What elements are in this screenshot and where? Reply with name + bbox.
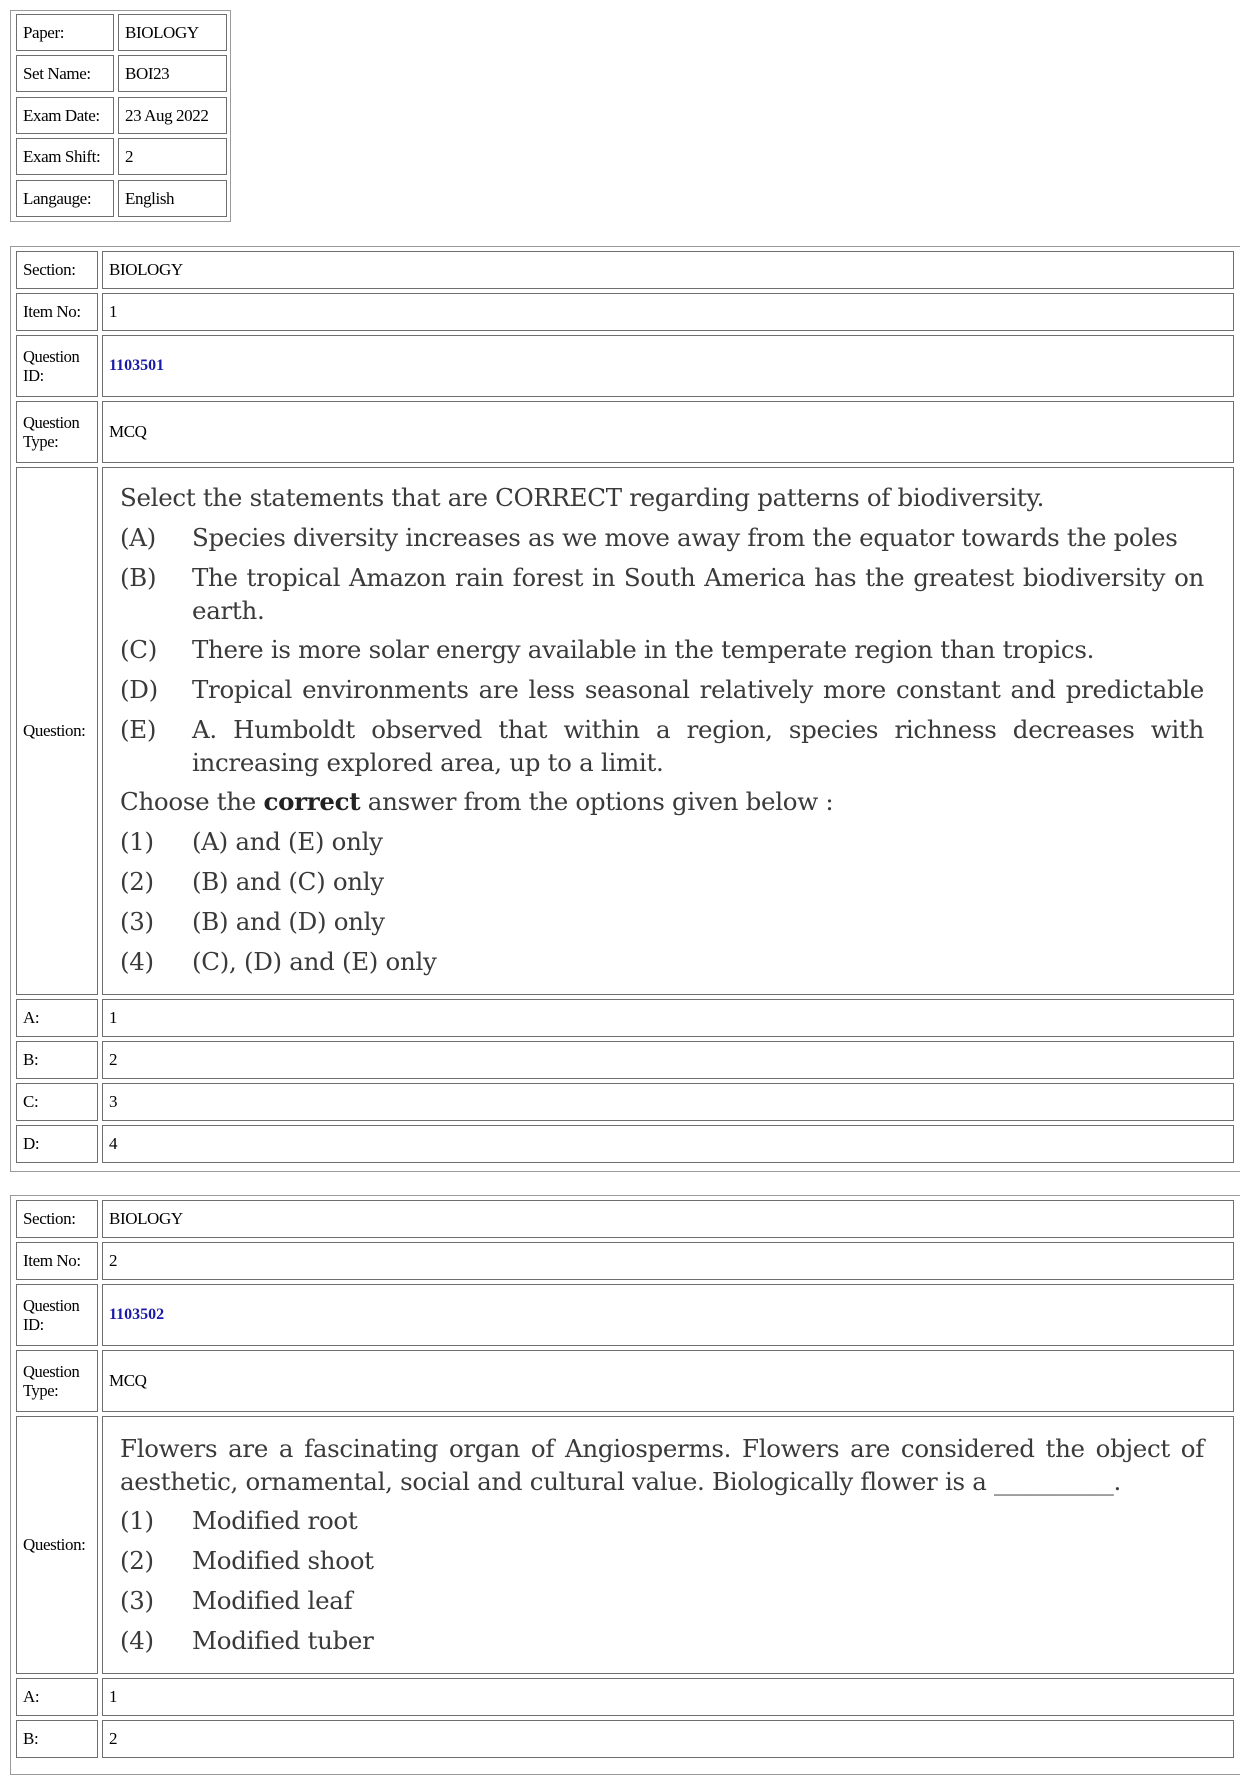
meta-label-language: Langauge: <box>16 180 114 217</box>
option-number: (1) <box>120 1506 154 1535</box>
item-no-label: Item No: <box>16 293 98 331</box>
statement-text-cont: increasing explored area, up to a limit. <box>192 748 664 777</box>
answer-label-b: B: <box>16 1720 98 1758</box>
option-text: Modified shoot <box>192 1546 374 1575</box>
answer-value-c: 3 <box>102 1083 1234 1121</box>
answer-label-b: B: <box>16 1041 98 1079</box>
section-label: Section: <box>16 1200 98 1238</box>
question-id-link[interactable]: 1103501 <box>109 357 165 374</box>
answer-label-a: A: <box>16 1678 98 1716</box>
answer-value-b: 2 <box>102 1720 1234 1758</box>
question-id-label <box>16 1284 98 1346</box>
statement-text: Species diversity increases as we move away from the equator towards the poles <box>192 523 1178 552</box>
answer-label-a: A: <box>16 999 98 1037</box>
option-text: Modified tuber <box>192 1626 374 1655</box>
question-stem-line: aesthetic, ornamental, social and cultural value. Biologically flower is a __________. <box>120 1467 1122 1496</box>
section-value: BIOLOGY <box>102 1200 1234 1238</box>
option-number: (1) <box>120 827 154 856</box>
question-id-value-cell <box>102 335 1234 397</box>
meta-label-exam-shift: Exam Shift: <box>16 138 114 175</box>
option-text: (A) and (E) only <box>192 827 383 856</box>
meta-table <box>10 10 231 222</box>
question-type-label <box>16 401 98 463</box>
item-no-value: 2 <box>102 1242 1234 1280</box>
question-id-label-line2: ID: <box>23 1315 44 1334</box>
question-id-link[interactable]: 1103502 <box>109 1306 165 1323</box>
answer-value-d: 4 <box>102 1125 1234 1163</box>
meta-value-language: English <box>118 180 227 217</box>
statement-tag: (D) <box>120 675 158 704</box>
statement-tag: (C) <box>120 635 157 664</box>
question-type-label-line1: Question <box>23 1362 80 1381</box>
question-body <box>120 1434 1232 1664</box>
question-type-value: MCQ <box>102 1350 1234 1412</box>
option-number: (2) <box>120 867 154 896</box>
question-id-label-line1: Question <box>23 1296 80 1315</box>
statement-text: The tropical Amazon rain forest in South America has the greatest biodiversity on <box>192 563 1204 592</box>
question-table-1 <box>10 246 1240 1172</box>
question-stem: Select the statements that are CORRECT regarding patterns of biodiversity. <box>120 483 1045 512</box>
question-label: Question: <box>16 467 98 995</box>
option-number: (4) <box>120 947 154 976</box>
option-text: (C), (D) and (E) only <box>192 947 437 976</box>
instruction-bold: correct <box>263 787 361 816</box>
question-type-label <box>16 1350 98 1412</box>
option-number: (2) <box>120 1546 154 1575</box>
meta-label-paper: Paper: <box>16 14 114 51</box>
statement-text: There is more solar energy available in the temperate region than tropics. <box>192 635 1095 664</box>
meta-value-exam-date: 23 Aug 2022 <box>118 97 227 134</box>
question-stem-line: Flowers are a fascinating organ of Angiosperms. Flowers are considered the object of <box>120 1434 1204 1463</box>
instruction-pre: Choose the <box>120 787 264 816</box>
answer-label-c: C: <box>16 1083 98 1121</box>
statement-text-cont: earth. <box>192 596 265 625</box>
meta-value-set-name: BOI23 <box>118 55 227 92</box>
item-no-label: Item No: <box>16 1242 98 1280</box>
option-text: (B) and (C) only <box>192 867 384 896</box>
meta-value-paper: BIOLOGY <box>118 14 227 51</box>
option-number: (3) <box>120 1586 154 1615</box>
question-type-label-line2: Type: <box>23 432 59 451</box>
statement-tag: (E) <box>120 715 157 744</box>
question-id-value-cell <box>102 1284 1234 1346</box>
section-value: BIOLOGY <box>102 251 1234 289</box>
option-text: (B) and (D) only <box>192 907 385 936</box>
question-table-2 <box>10 1195 1240 1775</box>
item-no-value: 1 <box>102 293 1234 331</box>
question-id-label <box>16 335 98 397</box>
option-text: Modified root <box>192 1506 358 1535</box>
statement-tag: (A) <box>120 523 156 552</box>
question-type-label-line2: Type: <box>23 1381 59 1400</box>
meta-label-exam-date: Exam Date: <box>16 97 114 134</box>
instruction-post: answer from the options given below : <box>360 787 834 816</box>
statement-text: Tropical environments are less seasonal relatively more constant and predictable <box>192 675 1204 704</box>
question-instruction <box>120 787 833 816</box>
answer-value-a: 1 <box>102 999 1234 1037</box>
question-type-value: MCQ <box>102 401 1234 463</box>
answer-value-b: 2 <box>102 1041 1234 1079</box>
question-id-label-line1: Question <box>23 347 80 366</box>
question-id-label-line2: ID: <box>23 366 44 385</box>
answer-label-d: D: <box>16 1125 98 1163</box>
statement-tag: (B) <box>120 563 157 592</box>
option-number: (4) <box>120 1626 154 1655</box>
meta-value-exam-shift: 2 <box>118 138 227 175</box>
question-type-label-line1: Question <box>23 413 80 432</box>
option-number: (3) <box>120 907 154 936</box>
meta-label-set-name: Set Name: <box>16 55 114 92</box>
option-text: Modified leaf <box>192 1586 353 1615</box>
statement-text: A. Humboldt observed that within a region, species richness decreases with <box>192 715 1204 744</box>
answer-value-a: 1 <box>102 1678 1234 1716</box>
question-body <box>120 483 1232 983</box>
section-label: Section: <box>16 251 98 289</box>
question-label: Question: <box>16 1416 98 1674</box>
